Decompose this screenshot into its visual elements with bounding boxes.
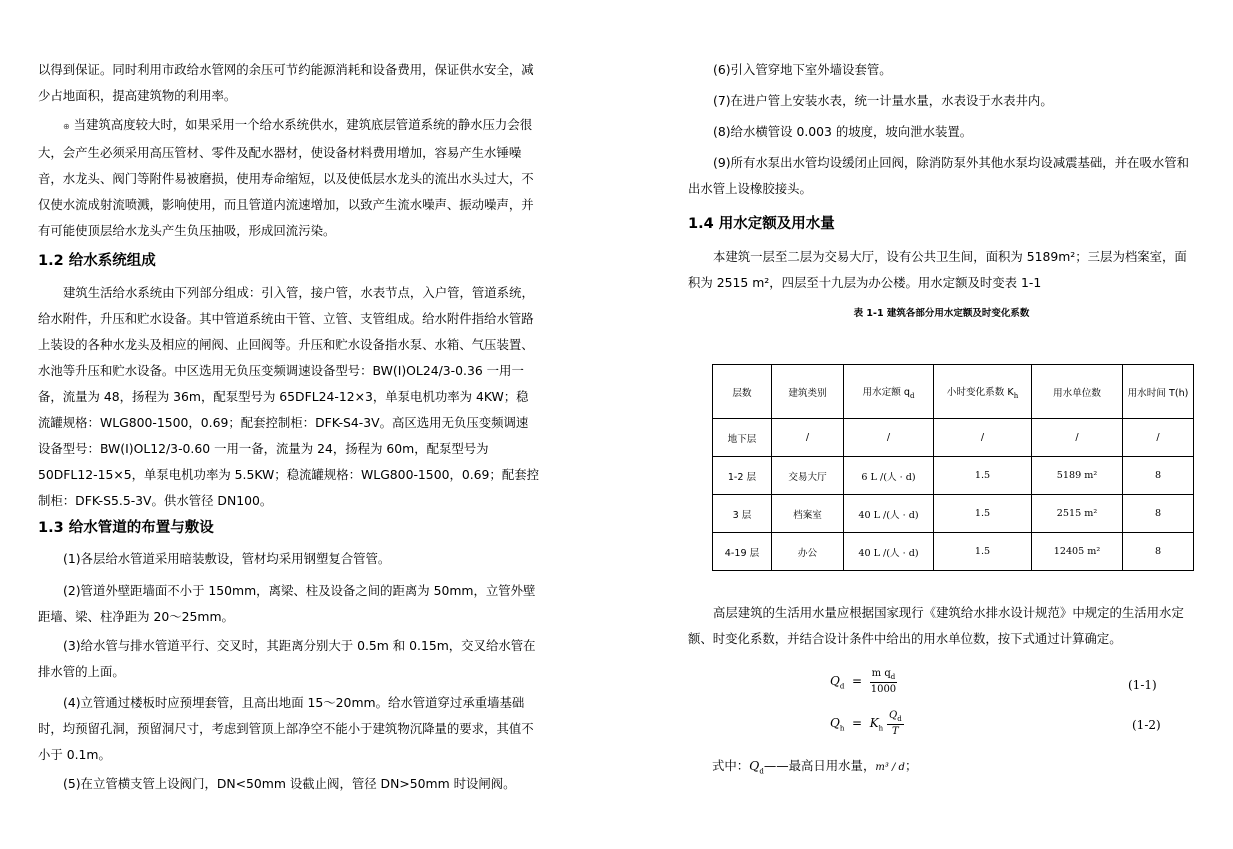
water-quota-table	[712, 364, 1194, 571]
intro-paragraph: 本建筑一层至二层为交易大厅，设有公共卫生间，面积为 5189m²；三层为档案室，面积为 2515 m²，四层至十九层为办公楼。用水定额及时变表 1-1	[688, 249, 1187, 290]
table-cell: 1.5	[934, 533, 1032, 571]
table-cell: 40 L /(人 · d)	[844, 495, 934, 533]
table-cell: 8	[1123, 533, 1194, 571]
fraction: $\frac{Q_d}{T}$	[889, 710, 902, 737]
table-cell: 8	[1123, 495, 1194, 533]
table-row	[713, 419, 1194, 457]
equation-number-1: (1-1)	[1128, 678, 1157, 692]
table-row	[713, 533, 1194, 571]
table-row	[713, 495, 1194, 533]
table-cell: 档案室	[772, 495, 844, 533]
list-item-4: (4)立管通过楼板时应预埋套管，且高出地面 15～20mm。给水管道穿过承重墙基础时，均预留孔洞，预留洞尺寸，考虑到管顶上部净空不能小于建筑物沉降量的要求，其值不小于 0.1m。	[38, 695, 534, 762]
list-item-5: (5)在立管横支管上设阀门，DN<50mm 设截止阀，管径 DN>50mm 时设闸阀。	[63, 776, 516, 791]
table-header-row	[713, 365, 1194, 419]
list-item-7: (7)在进户管上安装水表，统一计量水量，水表设于水表井内。	[713, 93, 1053, 108]
heading-1-4: 1.4 用水定额及用水量	[688, 216, 835, 232]
heading-1-3: 1.3 给水管道的布置与敷设	[38, 520, 214, 536]
table-row	[713, 457, 1194, 495]
heading-1-2: 1.2 给水系统组成	[38, 253, 156, 269]
table-cell: /	[1123, 419, 1194, 457]
table-header-cell: 用水定额 $q_d$	[844, 365, 934, 419]
table-header-cell: 用水时间 T(h)	[1123, 365, 1194, 419]
table-cell: 12405 m²	[1032, 533, 1123, 571]
table-cell: 交易大厅	[772, 457, 844, 495]
table-cell: 2515 m²	[1032, 495, 1123, 533]
table-header-cell: 小时变化系数 $K_h$	[934, 365, 1032, 419]
list-item-6: (6)引入管穿地下室外墙设套管。	[713, 62, 892, 77]
table-cell: /	[934, 419, 1032, 457]
bullet-marker: ⊕	[63, 122, 70, 131]
fraction: $\frac{m q_d}{1000}$	[870, 668, 897, 695]
table-cell: 办公	[772, 533, 844, 571]
table-cell: 地下层	[713, 419, 772, 457]
table-header-cell: 建筑类别	[772, 365, 844, 419]
list-item-2: (2)管道外壁距墙面不小于 150mm，离梁、柱及设备之间的距离为 50mm，立管外壁距墙、梁、柱净距为 20～25mm。	[38, 583, 536, 624]
table-cell: 3 层	[713, 495, 772, 533]
formula-symbol: Q	[830, 674, 840, 688]
paragraph-2-text: 当建筑高度较大时，如果采用一个给水系统供水，建筑底层管道系统的静水压力会很大，会产生必须采用高压管材、零件及配水器材，使设备材料费用增加，容易产生水锤噪音，水龙头、阀门等附件易被磨损，使用寿命缩短，以及使低层水龙头的流出水头过大，不仅使水流成射流喷溅，影响使用，而且管道内流速增加，以致产生流水噪声、振动噪声，并有可能使顶层给水龙头产生负压抽吸，形成回流污染。	[38, 117, 534, 238]
formula-intro-paragraph: 高层建筑的生活用水量应根据国家现行《建筑给水排水设计规范》中规定的生活用水定额、时变化系数，并结合设计条件中给出的用水单位数，按下式通过计算确定。	[688, 605, 1184, 646]
paragraph-1: 以得到保证。同时利用市政给水管网的余压可节约能源消耗和设备费用，保证供水安全，减少占地面积，提高建筑物的利用率。	[38, 62, 534, 103]
table-header-cell: 层数	[713, 365, 772, 419]
formula-1-2: $Q_h = K_h$ $\frac{Q_d}{T}$	[830, 710, 902, 737]
symbol-definition: 式中：$Q_d——$最高日用水量，m³ / d；	[712, 758, 918, 776]
table-header-cell: 用水单位数	[1032, 365, 1123, 419]
formula-1-1: $Q_d$ = $\frac{m q_d}{1000}$	[830, 668, 897, 695]
equation-number-2: (1-2)	[1132, 718, 1161, 732]
paragraph-2	[38, 112, 540, 244]
table-cell: /	[772, 419, 844, 457]
table-cell: 1.5	[934, 457, 1032, 495]
table-cell: 5189 m²	[1032, 457, 1123, 495]
paragraph-3: 建筑生活给水系统由下列部分组成：引入管，接户管，水表节点，入户管，管道系统，给水附件，升压和贮水设备。其中管道系统由干管、立管、支管组成。给水附件指给水管路上装设的各种水龙头及相应的闸阀、止回阀等。升压和贮水设备指水泵、水箱、气压装置、水池等升压和贮水设备。中区选用无负压变频调速设备型号：BW(I)OL24/3-0.36 一用一备，流量为 48，扬程为 36m，配泵型号为 65DFL24-12×3，单泵电机功率为 4KW；稳流罐规格：WLG800-1500，0.69；配套控制柜：DFK-S4-3V。高区选用无负压变频调速设备型号：BW(I)OL12/3-0.60 一用一备，流量为 24，扬程为 60m，配泵型号为 50DFL12-15×5，单泵电机功率为 5.5KW；稳流罐规格：WLG800-1500，0.69；配套控制柜：DFK-S5.5-3V。供水管径 DN100。	[38, 285, 539, 508]
table-cell: 1.5	[934, 495, 1032, 533]
list-item-1: (1)各层给水管道采用暗装敷设，管材均采用钢塑复合管管。	[63, 551, 391, 566]
table-cell: 4-19 层	[713, 533, 772, 571]
table-cell: /	[844, 419, 934, 457]
list-item-8: (8)给水横管设 0.003 的坡度，坡向泄水装置。	[713, 124, 973, 139]
table-caption: 表 1-1 建筑各部分用水定额及时变化系数	[853, 308, 1030, 319]
table-cell: 1-2 层	[713, 457, 772, 495]
table-cell: 40 L /(人 · d)	[844, 533, 934, 571]
table-cell: /	[1032, 419, 1123, 457]
list-item-9: (9)所有水泵出水管均设缓闭止回阀，除消防泵外其他水泵均设减震基础，并在吸水管和出水管上设橡胶接头。	[688, 155, 1190, 196]
list-item-3: (3)给水管与排水管道平行、交叉时，其距离分别大于 0.5m 和 0.15m，交叉给水管在排水管的上面。	[38, 638, 536, 679]
formula-symbol: Q	[830, 716, 840, 730]
table-cell: 8	[1123, 457, 1194, 495]
table-cell: 6 L /(人 · d)	[844, 457, 934, 495]
